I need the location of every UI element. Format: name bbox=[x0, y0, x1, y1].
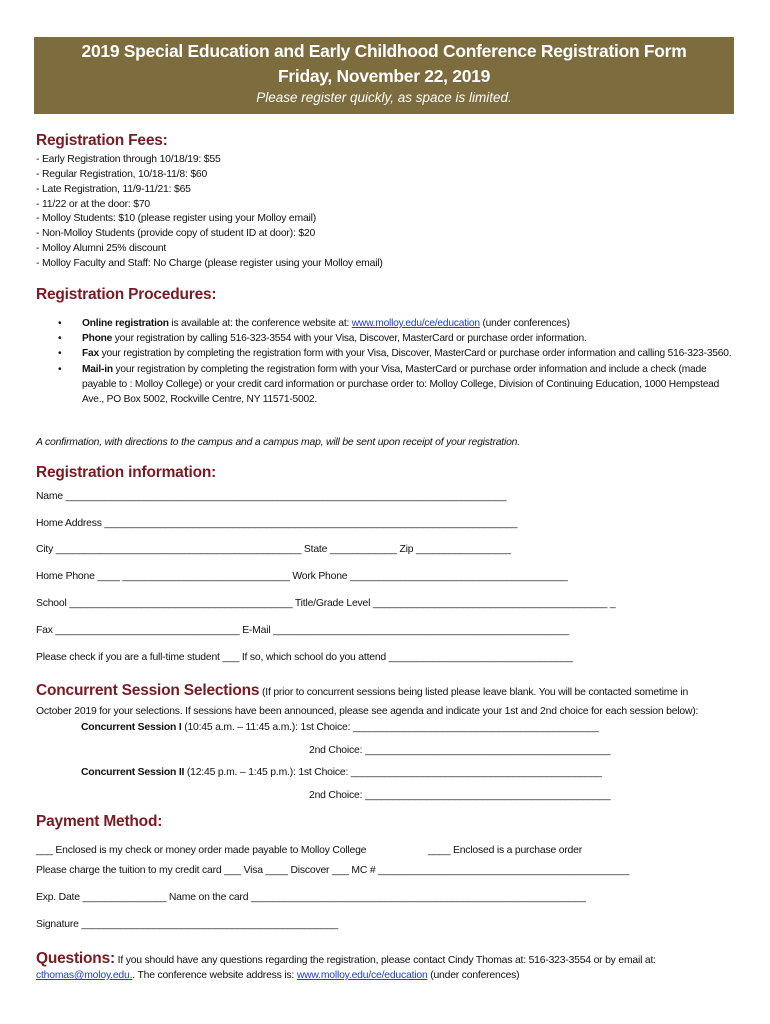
session-1-label: Concurrent Session I bbox=[81, 722, 182, 733]
questions-line-2 bbox=[36, 970, 519, 981]
info-heading: Registration information: bbox=[36, 464, 217, 481]
address-field[interactable]: Home Address __________________________________________________________________________ bbox=[36, 518, 518, 529]
bullet-icon: • bbox=[58, 363, 62, 375]
sessions-intro-b: October 2019 for your selections. If sessions have been announced, please see agenda and indicate your 1st and 2nd choice for each session below): bbox=[36, 706, 699, 717]
bullet-icon: • bbox=[58, 333, 62, 345]
session-1-second-choice[interactable]: 2nd Choice: ____________________________________________ bbox=[309, 745, 611, 756]
phone-text: your registration by calling 516-323-3554 with your Visa, Discover, MasterCard or purchase order information. bbox=[112, 333, 587, 345]
mail-label: Mail-in bbox=[82, 363, 113, 375]
mail-text: your registration by completing the registration form with your Visa, MasterCard or purchase order information and include a check (made payable to : Molloy College) or your credit card information or purchase order to: Molloy College, Division of Continuing Education, 1000 Hempstead Ave., PO Box 5002, Rockville Centre, NY 11571-5002. bbox=[82, 363, 720, 406]
session-2-label: Concurrent Session II bbox=[81, 767, 185, 778]
fax-label: Fax bbox=[82, 348, 99, 360]
procedure-online bbox=[36, 316, 736, 331]
procedures-list bbox=[36, 316, 736, 407]
fee-item: - Regular Registration, 10/18-11/8: $60 bbox=[36, 169, 208, 180]
exp-name-field[interactable]: Exp. Date _______________ Name on the card ____________________________________________________________ bbox=[36, 892, 586, 903]
conference-website-link[interactable]: www.molloy.edu/ce/education bbox=[351, 318, 480, 329]
session-1-first[interactable] bbox=[81, 722, 598, 733]
website-link[interactable]: www.molloy.edu/ce/education bbox=[296, 970, 428, 981]
session-2-first-choice: (12:45 p.m. – 1:45 p.m.): 1st Choice: _____________________________________________ bbox=[184, 767, 602, 778]
online-text: is available at: the conference website at: bbox=[168, 318, 352, 329]
questions-heading: Questions: bbox=[36, 950, 115, 967]
online-text-end: (under conferences) bbox=[479, 318, 570, 329]
bullet-icon: • bbox=[58, 318, 62, 329]
fax-email-field[interactable]: Fax _________________________________ E-Mail _____________________________________________________ bbox=[36, 625, 569, 636]
procedure-mail bbox=[36, 362, 736, 408]
session-2-second-choice[interactable]: 2nd Choice: ____________________________________________ bbox=[309, 790, 611, 801]
form-title: 2019 Special Education and Early Childhood Conference Registration Form bbox=[81, 41, 687, 61]
credit-card-field[interactable]: Please charge the tuition to my credit card ___ Visa ____ Discover ___ MC # _____________________________________________ bbox=[36, 865, 630, 876]
questions-text-2: . The conference website address is: bbox=[132, 970, 297, 981]
sessions-intro bbox=[36, 682, 688, 700]
contact-email-link[interactable]: cthomas@moloy.edu. bbox=[36, 970, 133, 981]
city-state-zip-field[interactable]: City ____________________________________________ State ____________ Zip _________________ bbox=[36, 544, 511, 555]
online-label: Online registration bbox=[82, 318, 169, 329]
fee-item: - Molloy Students: $10 (please register using your Molloy email) bbox=[36, 213, 317, 224]
questions-line bbox=[36, 950, 656, 968]
school-title-field[interactable]: School ________________________________________ Title/Grade Level __________________________________________ _ bbox=[36, 598, 616, 609]
title-banner bbox=[34, 37, 734, 114]
questions-text: If you should have any questions regarding the registration, please contact Cindy Thomas at: 516-323-3554 or by email at: bbox=[114, 955, 656, 966]
check-option[interactable]: ___ Enclosed is my check or money order made payable to Molloy College bbox=[36, 845, 367, 856]
signature-field[interactable]: Signature ______________________________________________ bbox=[36, 919, 338, 930]
procedure-phone bbox=[36, 331, 736, 346]
conference-date: Friday, November 22, 2019 bbox=[277, 66, 490, 86]
fee-item: - Molloy Alumni 25% discount bbox=[36, 243, 167, 254]
name-field[interactable]: Name _______________________________________________________________________________ bbox=[36, 491, 507, 502]
session-1-first-choice: (10:45 a.m. – 11:45 a.m.): 1st Choice: ____________________________________________ bbox=[181, 722, 599, 733]
fulltime-student-field[interactable]: Please check if you are a full-time student ___ If so, which school do you attend _________________________________ bbox=[36, 652, 573, 663]
phone-label: Phone bbox=[82, 333, 113, 345]
procedures-heading: Registration Procedures: bbox=[36, 286, 217, 303]
session-2-first[interactable] bbox=[81, 767, 602, 778]
confirmation-note: A confirmation, with directions to the campus and a campus map, will be sent upon receipt of your registration. bbox=[36, 437, 520, 448]
fee-item: - Early Registration through 10/18/19: $55 bbox=[36, 154, 221, 165]
bullet-icon: • bbox=[58, 348, 62, 360]
fee-item: - Non-Molloy Students (provide copy of student ID at door): $20 bbox=[36, 228, 316, 239]
fee-item: - Late Registration, 11/9-11/21: $65 bbox=[36, 184, 191, 195]
procedure-fax bbox=[36, 346, 736, 361]
fax-text: your registration by completing the registration form with your Visa, Discover, MasterCard or purchase order information and calling 516-323-3560. bbox=[98, 348, 732, 360]
payment-heading: Payment Method: bbox=[36, 813, 163, 830]
questions-text-3: (under conferences) bbox=[427, 970, 520, 981]
fees-heading: Registration Fees: bbox=[36, 132, 168, 149]
phone-fields[interactable]: Home Phone ____ ______________________________ Work Phone _______________________________________ bbox=[36, 571, 568, 582]
banner-subtitle: Please register quickly, as space is limited. bbox=[256, 90, 512, 105]
purchase-order-option[interactable]: ____ Enclosed is a purchase order bbox=[428, 845, 582, 856]
sessions-intro-a: (If prior to concurrent sessions being listed please leave blank. You will be contacted sometime in bbox=[259, 687, 689, 698]
fee-item: - 11/22 or at the door: $70 bbox=[36, 199, 150, 210]
sessions-heading: Concurrent Session Selections bbox=[36, 682, 260, 699]
fee-item: - Molloy Faculty and Staff: No Charge (please register using your Molloy email) bbox=[36, 258, 383, 269]
